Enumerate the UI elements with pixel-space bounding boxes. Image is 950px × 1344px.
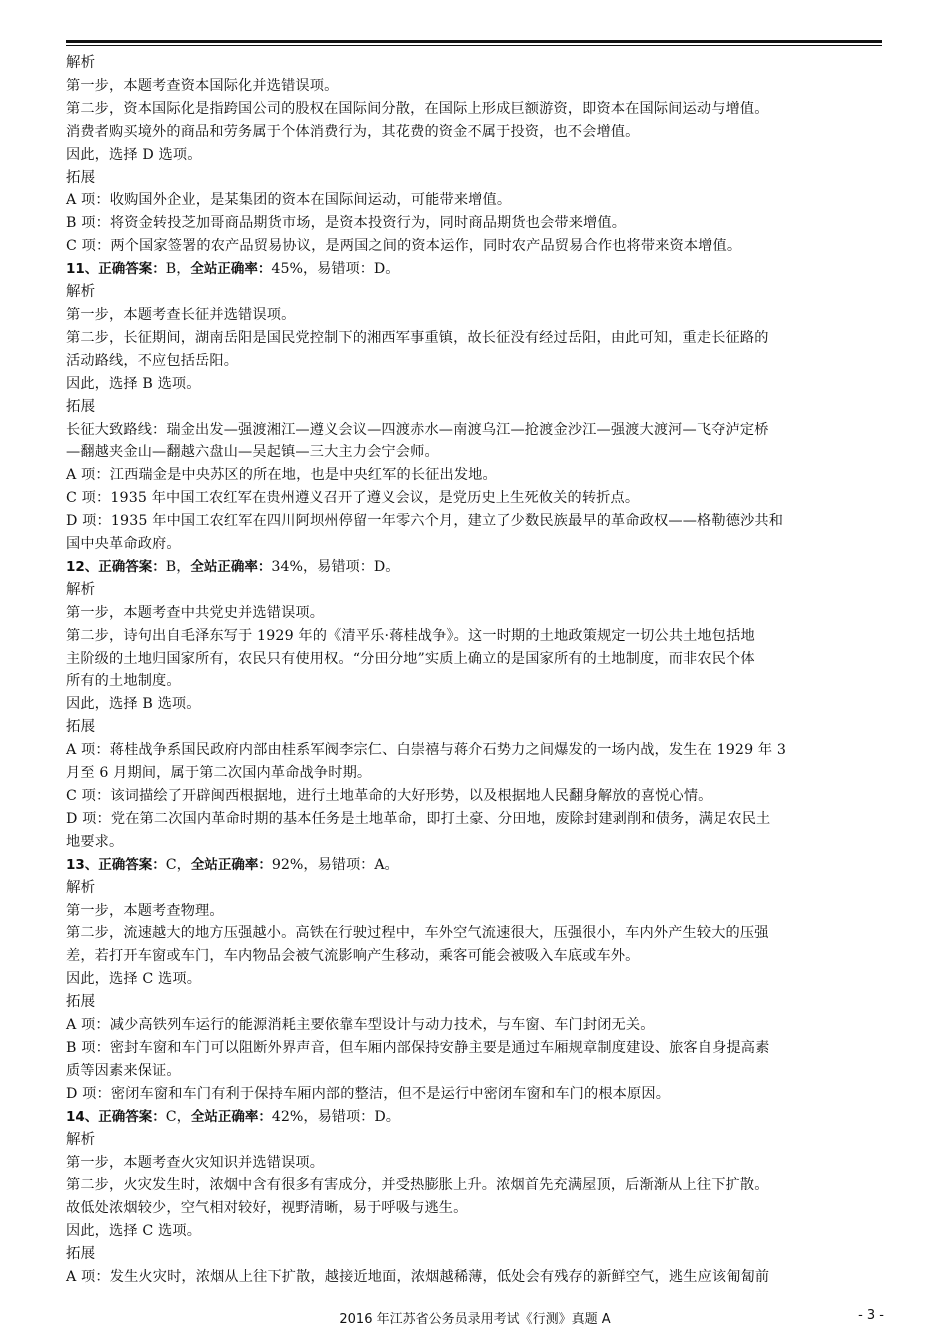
text-line: 月至 6 月期间，属于第二次国内革命战争时期。 [66, 765, 372, 782]
correct-answer-label: 正确答案： [98, 1108, 166, 1125]
answer-line [66, 258, 884, 281]
text-line: 活动路线，不应包括岳阳。 [66, 352, 239, 369]
accuracy-label: 全站正确率： [190, 1108, 272, 1125]
footer-title: 2016 年江苏省公务员录用考试《行测》真题 A [339, 1312, 611, 1327]
text-line: B 项：密封车窗和车门可以阻断外界声音，但车厢内部保持安静主要是通过车厢规章制度建设、旅客自身提高素 [66, 1039, 770, 1056]
text-line: 主阶级的土地归国家所有，农民只有使用权。“分田分地”实质上确立的是国家所有的土地制度，而非农民个体 [66, 650, 755, 667]
section-label: 拓展 [66, 719, 96, 736]
section-label: 解析 [66, 55, 96, 71]
text-line: 因此，选择 C 选项。 [66, 971, 202, 988]
text-line: 第二步，长征期间，湖南岳阳是国民党控制下的湘西军事重镇，故长征没有经过岳阳，由此可知，重走长征路的 [66, 329, 769, 346]
correct-answer-value: B， [165, 261, 191, 278]
correct-answer-value: C， [165, 856, 191, 873]
text-line: 因此，选择 B 选项。 [66, 375, 201, 392]
text-line: 因此，选择 D 选项。 [66, 146, 202, 163]
answer-line [66, 556, 884, 579]
text-line: 第一步，本题考查中共党史并选错误项。 [66, 604, 325, 621]
question-number: 12、 [66, 558, 99, 575]
accuracy-label: 全站正确率： [190, 558, 272, 575]
accuracy-value: 45%，易错项：D。 [271, 261, 400, 278]
text-line: C 项：两个国家签署的农产品贸易协议，是两国之间的资本运作，同时农产品贸易合作也将带来资本增值。 [66, 238, 742, 255]
text-line: 因此，选择 C 选项。 [66, 1223, 202, 1240]
header-rule [66, 40, 882, 43]
text-line: 差，若打开车窗或车门，车内物品会被气流影响产生移动，乘客可能会被吸入车底或车外。 [66, 948, 640, 965]
text-line: C 项：该词描绘了开辟闽西根据地，进行土地革命的大好形势，以及根据地人民翻身解放的喜悦心情。 [66, 788, 713, 804]
text-line: 第二步，流速越大的地方压强越小。高铁在行驶过程中，车外空气流速很大，压强很小，车内外产生较大的压强 [66, 925, 769, 942]
header-rule-thin [66, 45, 882, 46]
correct-answer-value: C， [165, 1108, 191, 1125]
text-line: 因此，选择 B 选项。 [66, 696, 201, 713]
text-line: D 项：党在第二次国内革命时期的基本任务是土地革命，即打土豪、分田地，废除封建剥削和债务，满足农民土 [66, 810, 771, 827]
text-line: D 项：1935 年中国工农红军在四川阿坝州停留一年零六个月，建立了少数民族最早的革命政权——格勒德沙共和 [66, 513, 784, 530]
answer-line [66, 854, 884, 877]
correct-answer-value: B， [165, 558, 191, 575]
question-number: 13、 [66, 856, 99, 873]
text-line: 第一步，本题考查长征并选错误项。 [66, 306, 296, 323]
text-line: A 项：蒋桂战争系国民政府内部由桂系军阀李宗仁、白崇禧与蒋介石势力之间爆发的一场内战，发生在 1929 年 3 [66, 742, 787, 759]
answer-line [66, 1106, 884, 1129]
text-line: 第二步，诗句出自毛泽东写于 1929 年的《清平乐·蒋桂战争》。这一时期的土地政策规定一切公共土地包括地 [66, 627, 755, 644]
text-line: 地要求。 [66, 833, 124, 850]
section-label: 解析 [66, 284, 96, 301]
text-line: 第一步，本题考查资本国际化并选错误项。 [66, 77, 339, 94]
text-line: 国中央革命政府。 [66, 536, 181, 553]
section-label: 解析 [66, 879, 96, 896]
text-line: 第二步，资本国际化是指跨国公司的股权在国际间分散，在国际上形成巨额游资，即资本在国际间运动与增值。 [66, 100, 769, 117]
text-line: A 项：江西瑞金是中央苏区的所在地，也是中央红军的长征出发地。 [66, 467, 497, 484]
text-line: A 项：减少高铁列车运行的能源消耗主要依靠车型设计与动力技术，与车窗、车门封闭无关。 [66, 1017, 655, 1034]
correct-answer-label: 正确答案： [98, 261, 166, 278]
question-number: 11、 [66, 261, 99, 278]
text-line: 第一步，本题考查物理。 [66, 902, 224, 919]
text-line: 故低处浓烟较少，空气相对较好，视野清晰，易于呼吸与逃生。 [66, 1200, 468, 1217]
question-number: 14、 [66, 1108, 99, 1125]
text-line: 质等因素来保证。 [66, 1062, 181, 1079]
section-label: 拓展 [66, 169, 96, 186]
section-label: 拓展 [66, 1246, 96, 1263]
correct-answer-label: 正确答案： [98, 558, 166, 575]
page-number: - 3 - [858, 1308, 884, 1323]
section-label: 解析 [66, 581, 96, 598]
text-line: 长征大致路线：瑞金出发—强渡湘江—遵义会议—四渡赤水—南渡乌江—抢渡金沙江—强渡大渡河—飞夺泸定桥 [66, 421, 769, 438]
text-line: 消费者购买境外的商品和劳务属于个体消费行为，其花费的资金不属于投资，也不会增值。 [66, 123, 640, 140]
accuracy-value: 42%，易错项：D。 [271, 1108, 400, 1125]
text-line: D 项：密闭车窗和车门有利于保持车厢内部的整洁，但不是运行中密闭车窗和车门的根本原因。 [66, 1085, 671, 1102]
correct-answer-label: 正确答案： [98, 856, 166, 873]
text-line: A 项：收购国外企业，是某集团的资本在国际间运动，可能带来增值。 [66, 192, 512, 209]
section-label: 拓展 [66, 994, 96, 1011]
text-line: A 项：发生火灾时，浓烟从上往下扩散，越接近地面，浓烟越稀薄，低处会有残存的新鲜空气，逃生应该匍匐前 [66, 1269, 770, 1286]
document-body [66, 52, 884, 1289]
accuracy-value: 34%，易错项：D。 [271, 558, 400, 575]
accuracy-label: 全站正确率： [190, 261, 272, 278]
text-line: C 项：1935 年中国工农红军在贵州遵义召开了遵义会议，是党历史上生死攸关的转折点。 [66, 490, 640, 507]
text-line: 第一步，本题考查火灾知识并选错误项。 [66, 1154, 325, 1171]
text-line: B 项：将资金转投芝加哥商品期货市场，是资本投资行为，同时商品期货也会带来增值。 [66, 215, 627, 232]
text-line: 所有的土地制度。 [66, 673, 181, 690]
section-label: 解析 [66, 1131, 96, 1148]
accuracy-value: 92%，易错项：A。 [271, 856, 399, 873]
section-label: 拓展 [66, 398, 96, 415]
text-line: 第二步，火灾发生时，浓烟中含有很多有害成分，并受热膨胀上升。浓烟首先充满屋顶，后渐渐从上往下扩散。 [66, 1177, 769, 1194]
accuracy-label: 全站正确率： [190, 856, 272, 873]
text-line: —翻越夹金山—翻越六盘山—吴起镇—三大主力会宁会师。 [66, 444, 439, 461]
